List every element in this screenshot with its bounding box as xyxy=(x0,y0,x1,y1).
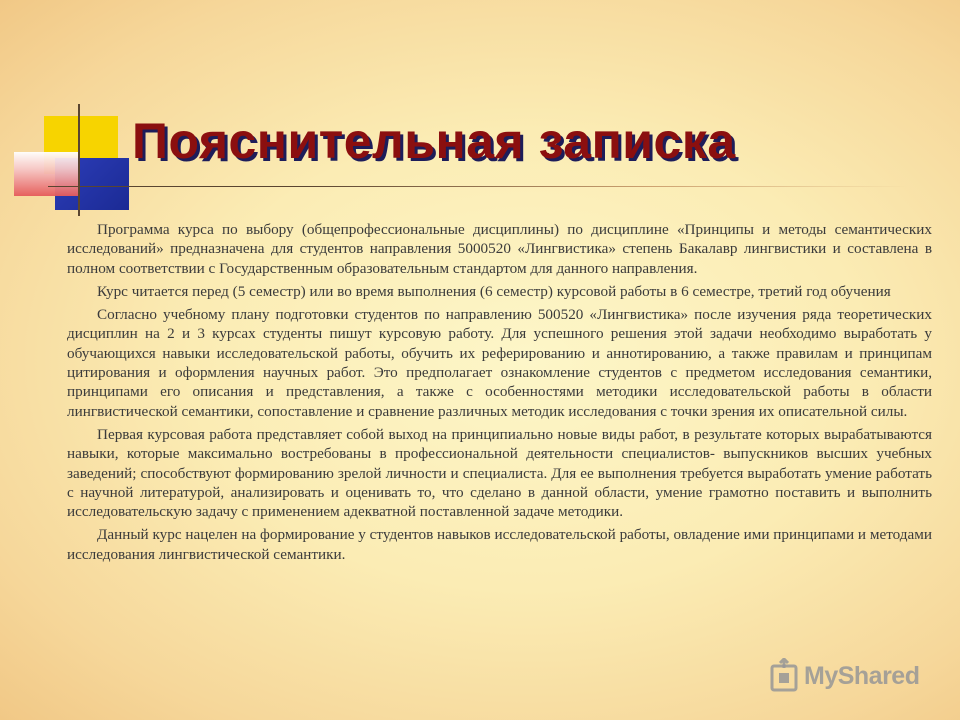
paragraph: Курс читается перед (5 семестр) или во время выполнения (6 семестр) курсовой работы в 6 семестре, третий год обучения xyxy=(97,282,891,300)
decor-red-square xyxy=(14,152,78,196)
watermark-text: MyShared xyxy=(804,661,920,690)
paragraph: Согласно учебному плану подготовки студентов по направлению 500520 «Лингвистика» после изучения ряда теоретических дисциплин на 2 и 3 курсах студенты пишут курсовую работу. Для успешного решения этой задачи необходимо выработать у обучающихся навыки исследовательской работы, обучить их реферированию и аннотированию, а также правилам и принципам цитирования и оформления научных работ. Это предполагает ознакомление студентов с предметом исследования семантики, принципами его описания и представления, а также с особенностями методики исследовательской работы в области лингвистической семантики, сопоставление и сравнение различных методик исследования с точки зрения их описательной силы. xyxy=(67,306,932,420)
myshared-logo-icon xyxy=(768,658,800,694)
watermark xyxy=(768,656,919,696)
decor-vertical-line xyxy=(78,104,80,216)
paragraph: Первая курсовая работа представляет собой выход на принципиально новые виды работ, в результате которых вырабатываются навыки, которые максимально востребованы в профессиональной деятельности специалистов- выпускников высших учебных заведений; способствуют формированию зрелой личности и специалиста. Для ее выполнения требуется выработать умение работать с научной литературой, анализировать и оценивать то, что сделано в данной области, умение грамотно поставить и выполнить исследовательскую задачу с применением адекватной поставленной задаче методики. xyxy=(67,425,932,521)
paragraph: Данный курс нацелен на формирование у студентов навыков исследовательской работы, овладение ими принципами и методами исследования лингвистической семантики. xyxy=(67,526,932,563)
slide-body xyxy=(67,220,932,568)
title-underline xyxy=(48,186,908,187)
paragraph: Программа курса по выбору (общепрофессиональные дисциплины) по дисциплине «Принципы и методы семантических исследований» предназначена для студентов направления 5000520 «Лингвистика» степень Бакалавр лингвистики и составлена в полном соответствии с Государственным образовательным стандартом для данного направления. xyxy=(67,221,932,277)
slide-title: Пояснительная записка xyxy=(132,113,736,169)
